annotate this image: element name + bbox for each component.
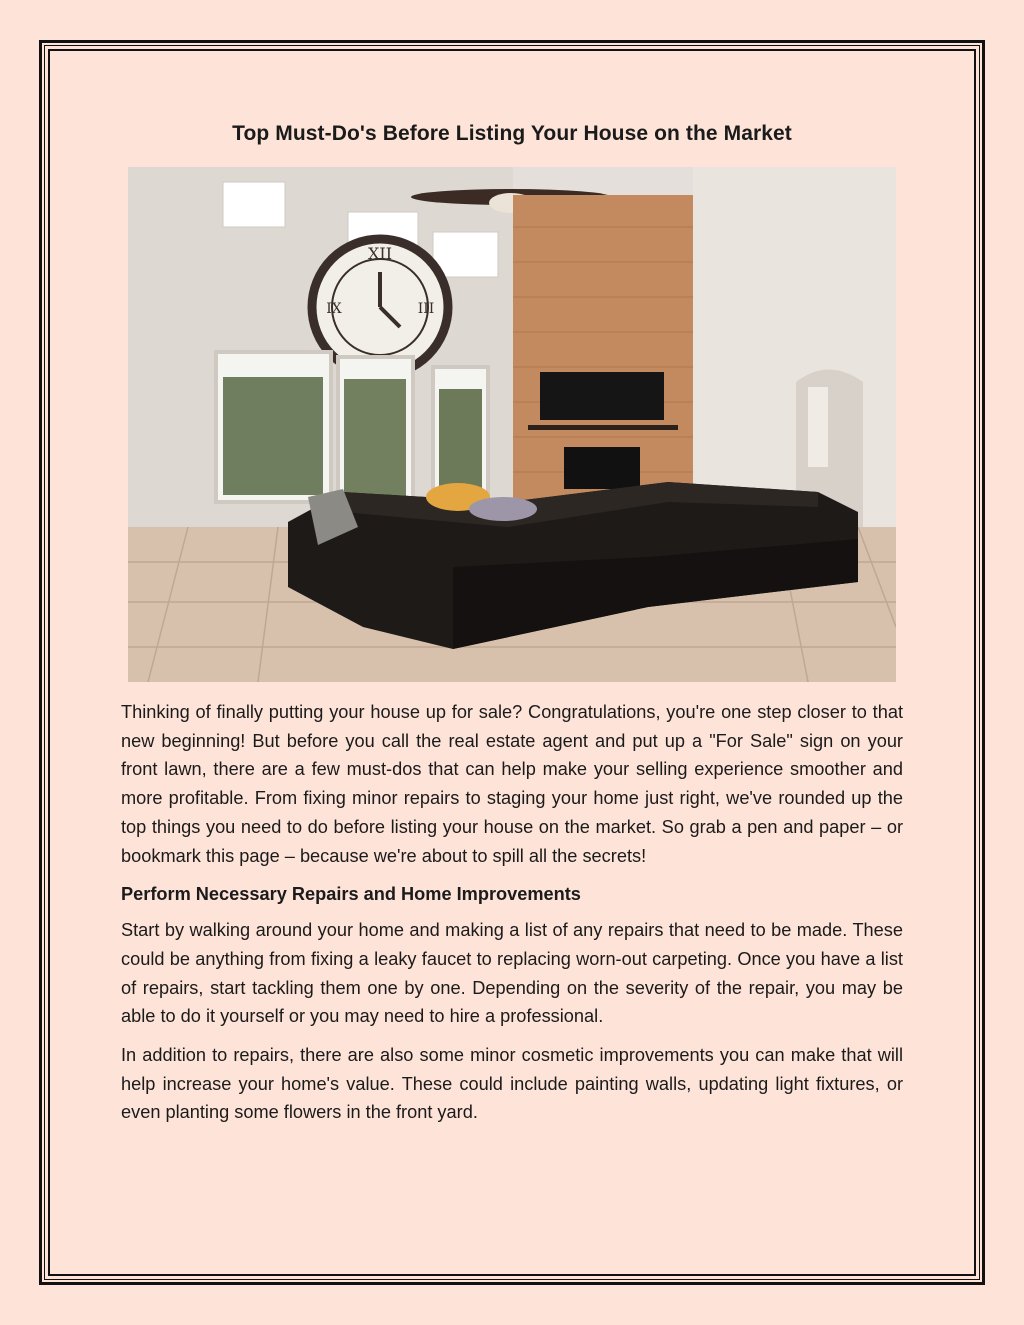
section-heading: Perform Necessary Repairs and Home Improvements xyxy=(121,884,581,905)
hero-image xyxy=(128,167,896,682)
section-paragraph-1: Start by walking around your home and making a list of any repairs that need to be made. These could be anything from fixing a leaky faucet to replacing worn-out carpeting. Once you have a list of repairs, start tackling them one by one. Depending on the severity of the repair, you may be able to do it yourself or you may need to hire a professional. xyxy=(121,920,903,1027)
svg-text:IX: IX xyxy=(326,301,342,317)
page-title: Top Must-Do's Before Listing Your House on the Market xyxy=(232,122,792,145)
intro-paragraph: Thinking of finally putting your house up for sale? Congratulations, you're one step closer to that new beginning! But before you call the real estate agent and put up a "For Sale" sign on your front lawn, there are a few must-dos that can help make your selling experience smoother and more profitable. From fixing minor repairs to staging your home just right, we've rounded up the top things you need to do before listing your house on the market. So grab a pen and paper – or bookmark this page – because we're about to spill all the secrets! xyxy=(121,702,903,866)
section-paragraph-2: In addition to repairs, there are also some minor cosmetic improvements you can make that will help increase your home's value. These could include painting walls, updating light fixtures, or even planting some flowers in the front yard. xyxy=(121,1045,903,1123)
svg-text:III: III xyxy=(417,301,435,317)
svg-text:XII: XII xyxy=(367,244,393,263)
living-room-illustration xyxy=(128,167,896,682)
article-body xyxy=(121,698,903,1137)
